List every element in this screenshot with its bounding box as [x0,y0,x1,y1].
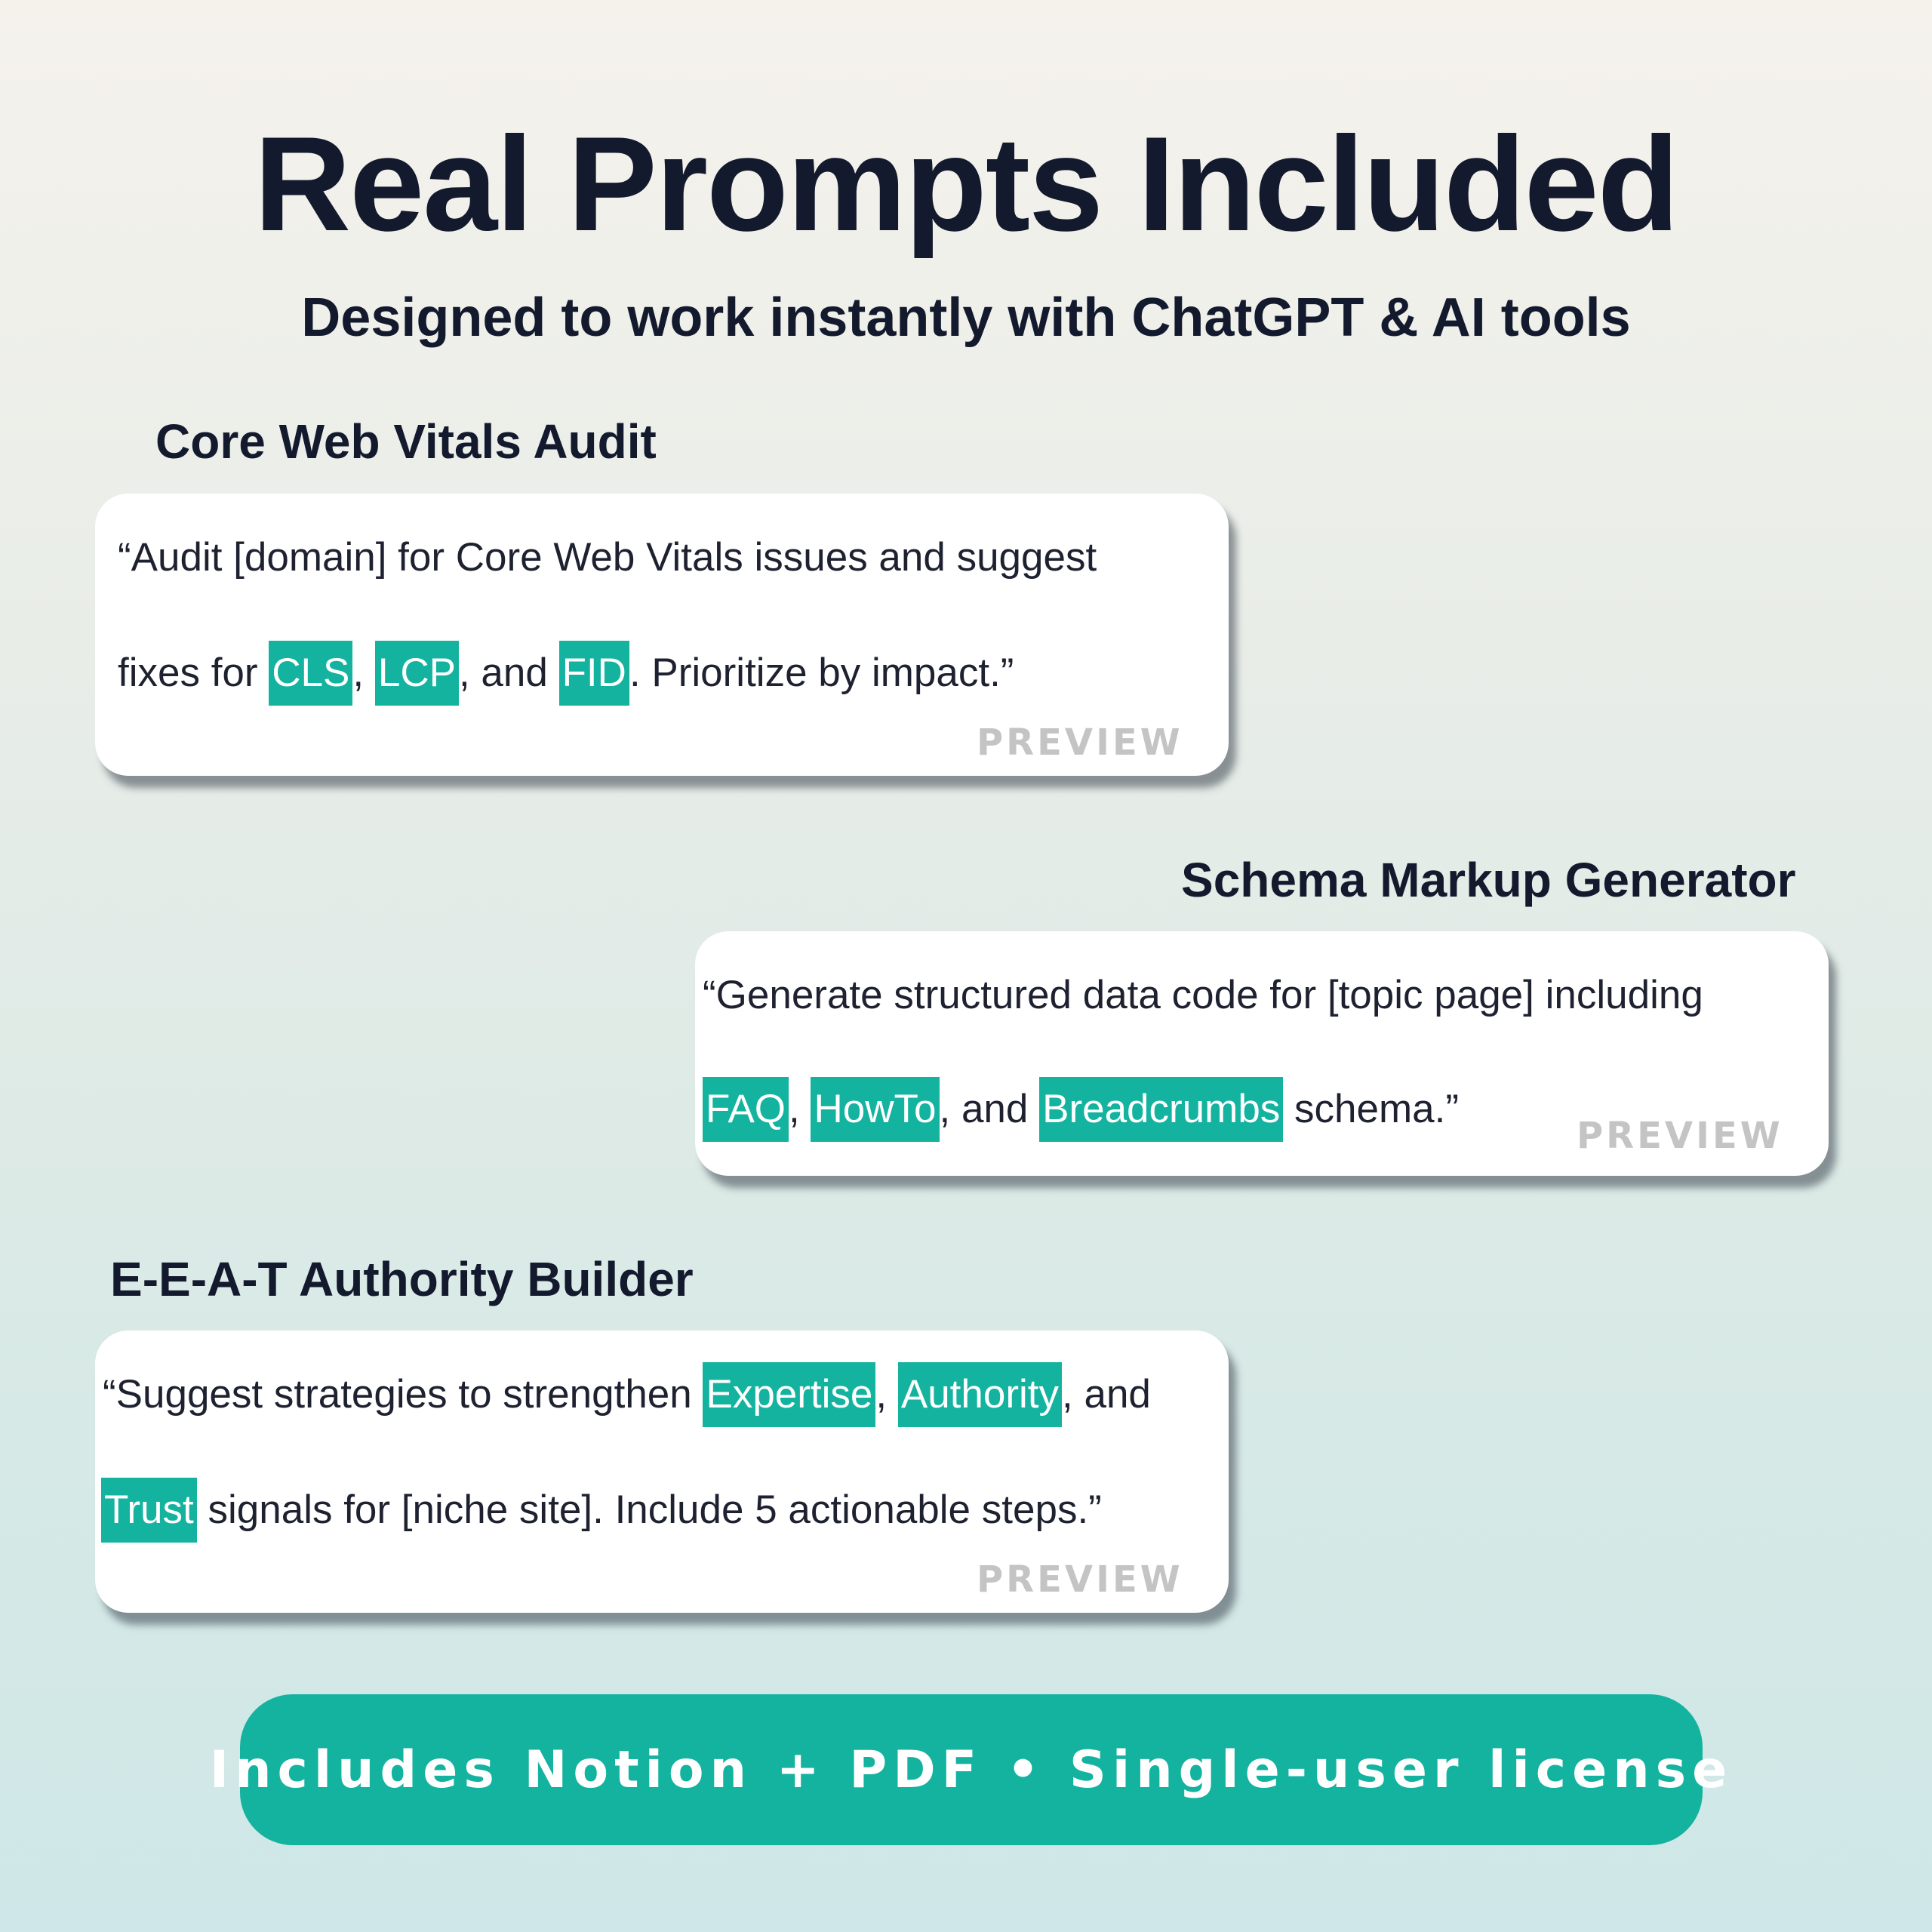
prompt-card-eeat [95,1331,1229,1613]
prompt-text-segment: signals for [niche site]. Include 5 actionable steps.” [196,1487,1102,1532]
highlight-tag: HowTo [811,1077,939,1142]
prompt-text-segment: , [875,1372,898,1417]
prompt-text-segment: . Prioritize by impact.” [629,651,1014,695]
preview-badge: PREVIEW [977,721,1183,764]
license-banner-text: Includes Notion + PDF • Single-user license [209,1740,1734,1800]
highlight-tag: FID [559,641,629,706]
highlight-tag: Authority [898,1362,1062,1427]
prompt-text-segment: fixes for [118,651,269,695]
prompt-text-segment: , and [458,651,559,695]
prompt-text-segment: , and [939,1087,1040,1131]
prompt-card-schema-markup [695,931,1829,1176]
prompt-line-2 [101,1478,1102,1543]
prompt-text-segment: , [352,651,375,695]
card-heading-core-web-vitals: Core Web Vitals Audit [155,414,657,469]
prompt-line-1: “Audit [domain] for Core Web Vitals issues and suggest [118,535,1097,580]
prompt-text-segment: , [789,1087,811,1131]
prompt-line-1: “Generate structured data code for [topic page] including [703,973,1703,1017]
prompt-text-segment: , and [1062,1372,1151,1417]
highlight-tag: Expertise [703,1362,875,1427]
prompt-line-1 [103,1362,1151,1427]
prompt-line-2 [118,641,1014,706]
card-heading-eeat: E-E-A-T Authority Builder [110,1252,694,1306]
highlight-tag: LCP [375,641,459,706]
page-subtitle: Designed to work instantly with ChatGPT & AI tools [301,288,1631,348]
prompt-card-core-web-vitals [95,494,1229,776]
license-banner [209,1694,1734,1845]
prompt-text-segment: schema.” [1283,1087,1459,1131]
prompt-line-2 [703,1077,1459,1142]
preview-badge: PREVIEW [977,1558,1183,1601]
highlight-tag: Trust [101,1478,197,1543]
prompt-text-segment: “Suggest strategies to strengthen [103,1372,703,1417]
preview-badge: PREVIEW [1577,1115,1783,1157]
highlight-tag: Breadcrumbs [1039,1077,1283,1142]
page-title: Real Prompts Included [254,109,1678,259]
highlight-tag: FAQ [703,1077,789,1142]
card-heading-schema-markup: Schema Markup Generator [1181,853,1796,907]
highlight-tag: CLS [269,641,352,706]
